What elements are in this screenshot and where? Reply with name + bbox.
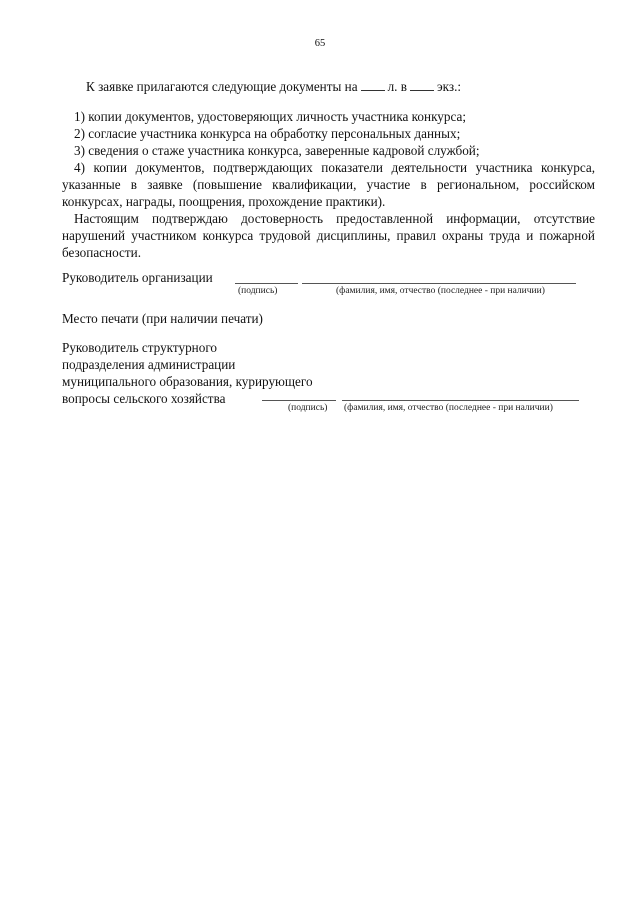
admin-head-label [62, 339, 313, 407]
admin-head-signature-caption: (подпись) [288, 403, 328, 413]
seal-block [62, 311, 595, 329]
org-head-label: Руководитель организации [62, 270, 213, 285]
intro-text-before: К заявке прилагаются следующие документы на [86, 79, 358, 94]
admin-head-signature-block [62, 339, 595, 419]
attachments-intro [86, 78, 595, 95]
admin-head-name-line [342, 400, 579, 401]
admin-head-label-line-1: Руководитель структурного [62, 340, 218, 355]
document-item-2: 2) согласие участника конкурса на обработку персональных данных; [74, 126, 461, 141]
document-item-3: 3) сведения о стаже участника конкурса, заверенные кадровой службой; [74, 143, 480, 158]
confirmation-statement: Настоящим подтверждаю достоверность предоставленной информации, отсутствие нарушений участником конкурса трудовой дисциплины, правил охраны труда и пожарной безопасности. [62, 211, 595, 260]
intro-text-after: экз.: [436, 79, 462, 94]
copies-count-blank [410, 79, 434, 91]
document-item-4: 4) копии документов, подтверждающих показатели деятельности участника конкурса, указанные в заявке (повышение квалификации, участие в региональном, российском конкурсах, награды, поощрения, прохождение практики). [62, 160, 595, 209]
document-body [62, 78, 595, 261]
admin-head-signature-line [262, 400, 336, 401]
sheets-count-blank [361, 79, 385, 91]
page-number: 65 [314, 38, 326, 49]
seal-label: Место печати (при наличии печати) [62, 311, 263, 326]
admin-head-label-line-4: вопросы сельского хозяйства [62, 391, 226, 406]
documents-list [62, 108, 595, 210]
org-head-signature-line [235, 283, 298, 284]
document-item-1: 1) копии документов, удостоверяющих личность участника конкурса; [74, 109, 467, 124]
org-head-name-caption: (фамилия, имя, отчество (последнее - при наличии) [336, 286, 545, 296]
admin-head-label-line-2: подразделения администрации [62, 357, 236, 372]
org-head-name-line [302, 283, 576, 284]
org-head-signature-caption: (подпись) [238, 286, 278, 296]
admin-head-label-line-3: муниципального образования, курирующего [62, 374, 313, 389]
org-head-signature-block [62, 270, 595, 300]
intro-text-middle: л. в [387, 79, 407, 94]
admin-head-name-caption: (фамилия, имя, отчество (последнее - при наличии) [344, 403, 553, 413]
